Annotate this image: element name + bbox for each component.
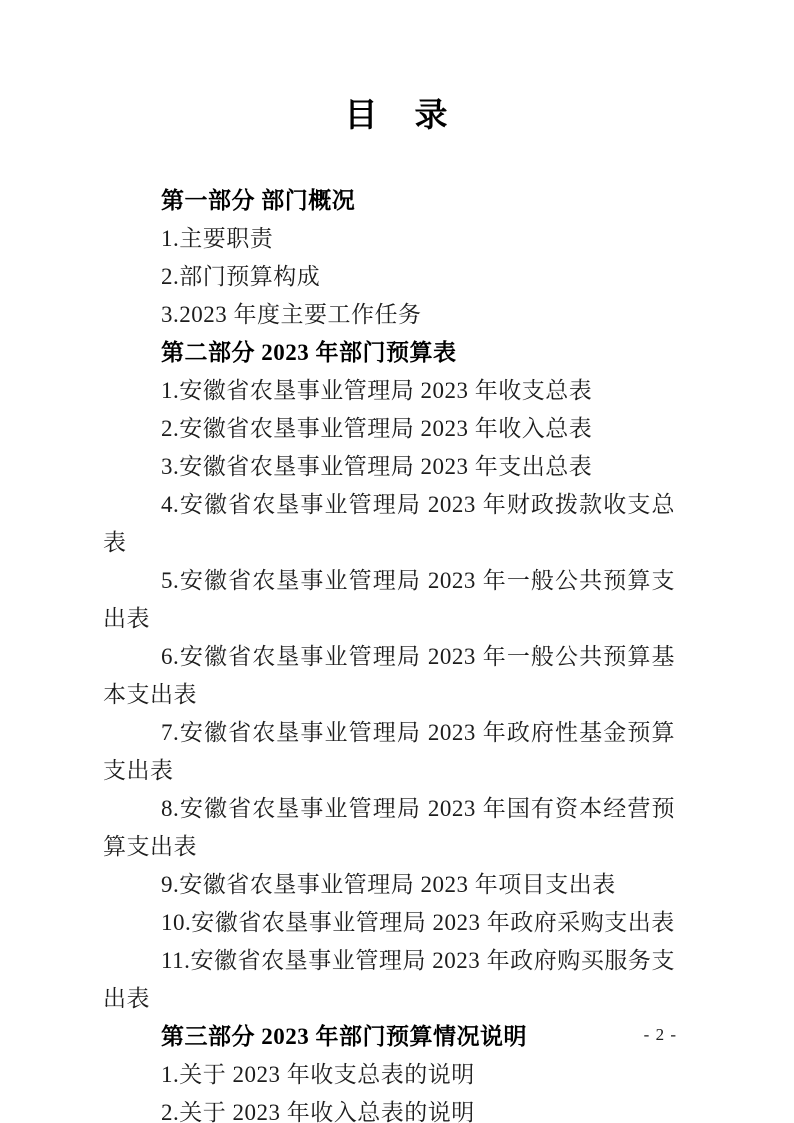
toc-item: 4.安徽省农垦事业管理局 2023 年财政拨款收支总表: [103, 492, 675, 555]
toc-item: 3.安徽省农垦事业管理局 2023 年支出总表: [161, 454, 593, 479]
toc-item: 7.安徽省农垦事业管理局 2023 年政府性基金预算支出表: [103, 720, 675, 783]
page-title: 目 录: [344, 98, 450, 134]
toc-item: 6.安徽省农垦事业管理局 2023 年一般公共预算基本支出表: [103, 644, 675, 707]
toc-item: 9.安徽省农垦事业管理局 2023 年项目支出表: [161, 872, 616, 897]
toc-section-3-heading: 第三部分 2023 年部门预算情况说明: [161, 1024, 527, 1049]
toc-item: 5.安徽省农垦事业管理局 2023 年一般公共预算支出表: [103, 568, 675, 631]
toc-item: 2.关于 2023 年收入总表的说明: [161, 1100, 475, 1123]
toc-item: 10.安徽省农垦事业管理局 2023 年政府采购支出表: [161, 910, 675, 935]
page-number: - 2 -: [643, 1025, 677, 1044]
toc-item: 8.安徽省农垦事业管理局 2023 年国有资本经营预算支出表: [103, 796, 675, 859]
toc-item: 3.2023 年度主要工作任务: [161, 302, 422, 327]
toc-item: 1.关于 2023 年收支总表的说明: [161, 1062, 475, 1087]
toc-item: 1.安徽省农垦事业管理局 2023 年收支总表: [161, 378, 593, 403]
toc-section-1-heading: 第一部分 部门概况: [161, 188, 356, 213]
toc-item: 2.安徽省农垦事业管理局 2023 年收入总表: [161, 416, 593, 441]
toc-item: 2.部门预算构成: [161, 264, 321, 289]
toc-item: 1.主要职责: [161, 226, 274, 251]
toc-section-2-heading: 第二部分 2023 年部门预算表: [161, 340, 457, 365]
toc-item: 11.安徽省农垦事业管理局 2023 年政府购买服务支出表: [103, 948, 675, 1011]
table-of-contents: [0, 182, 794, 1123]
